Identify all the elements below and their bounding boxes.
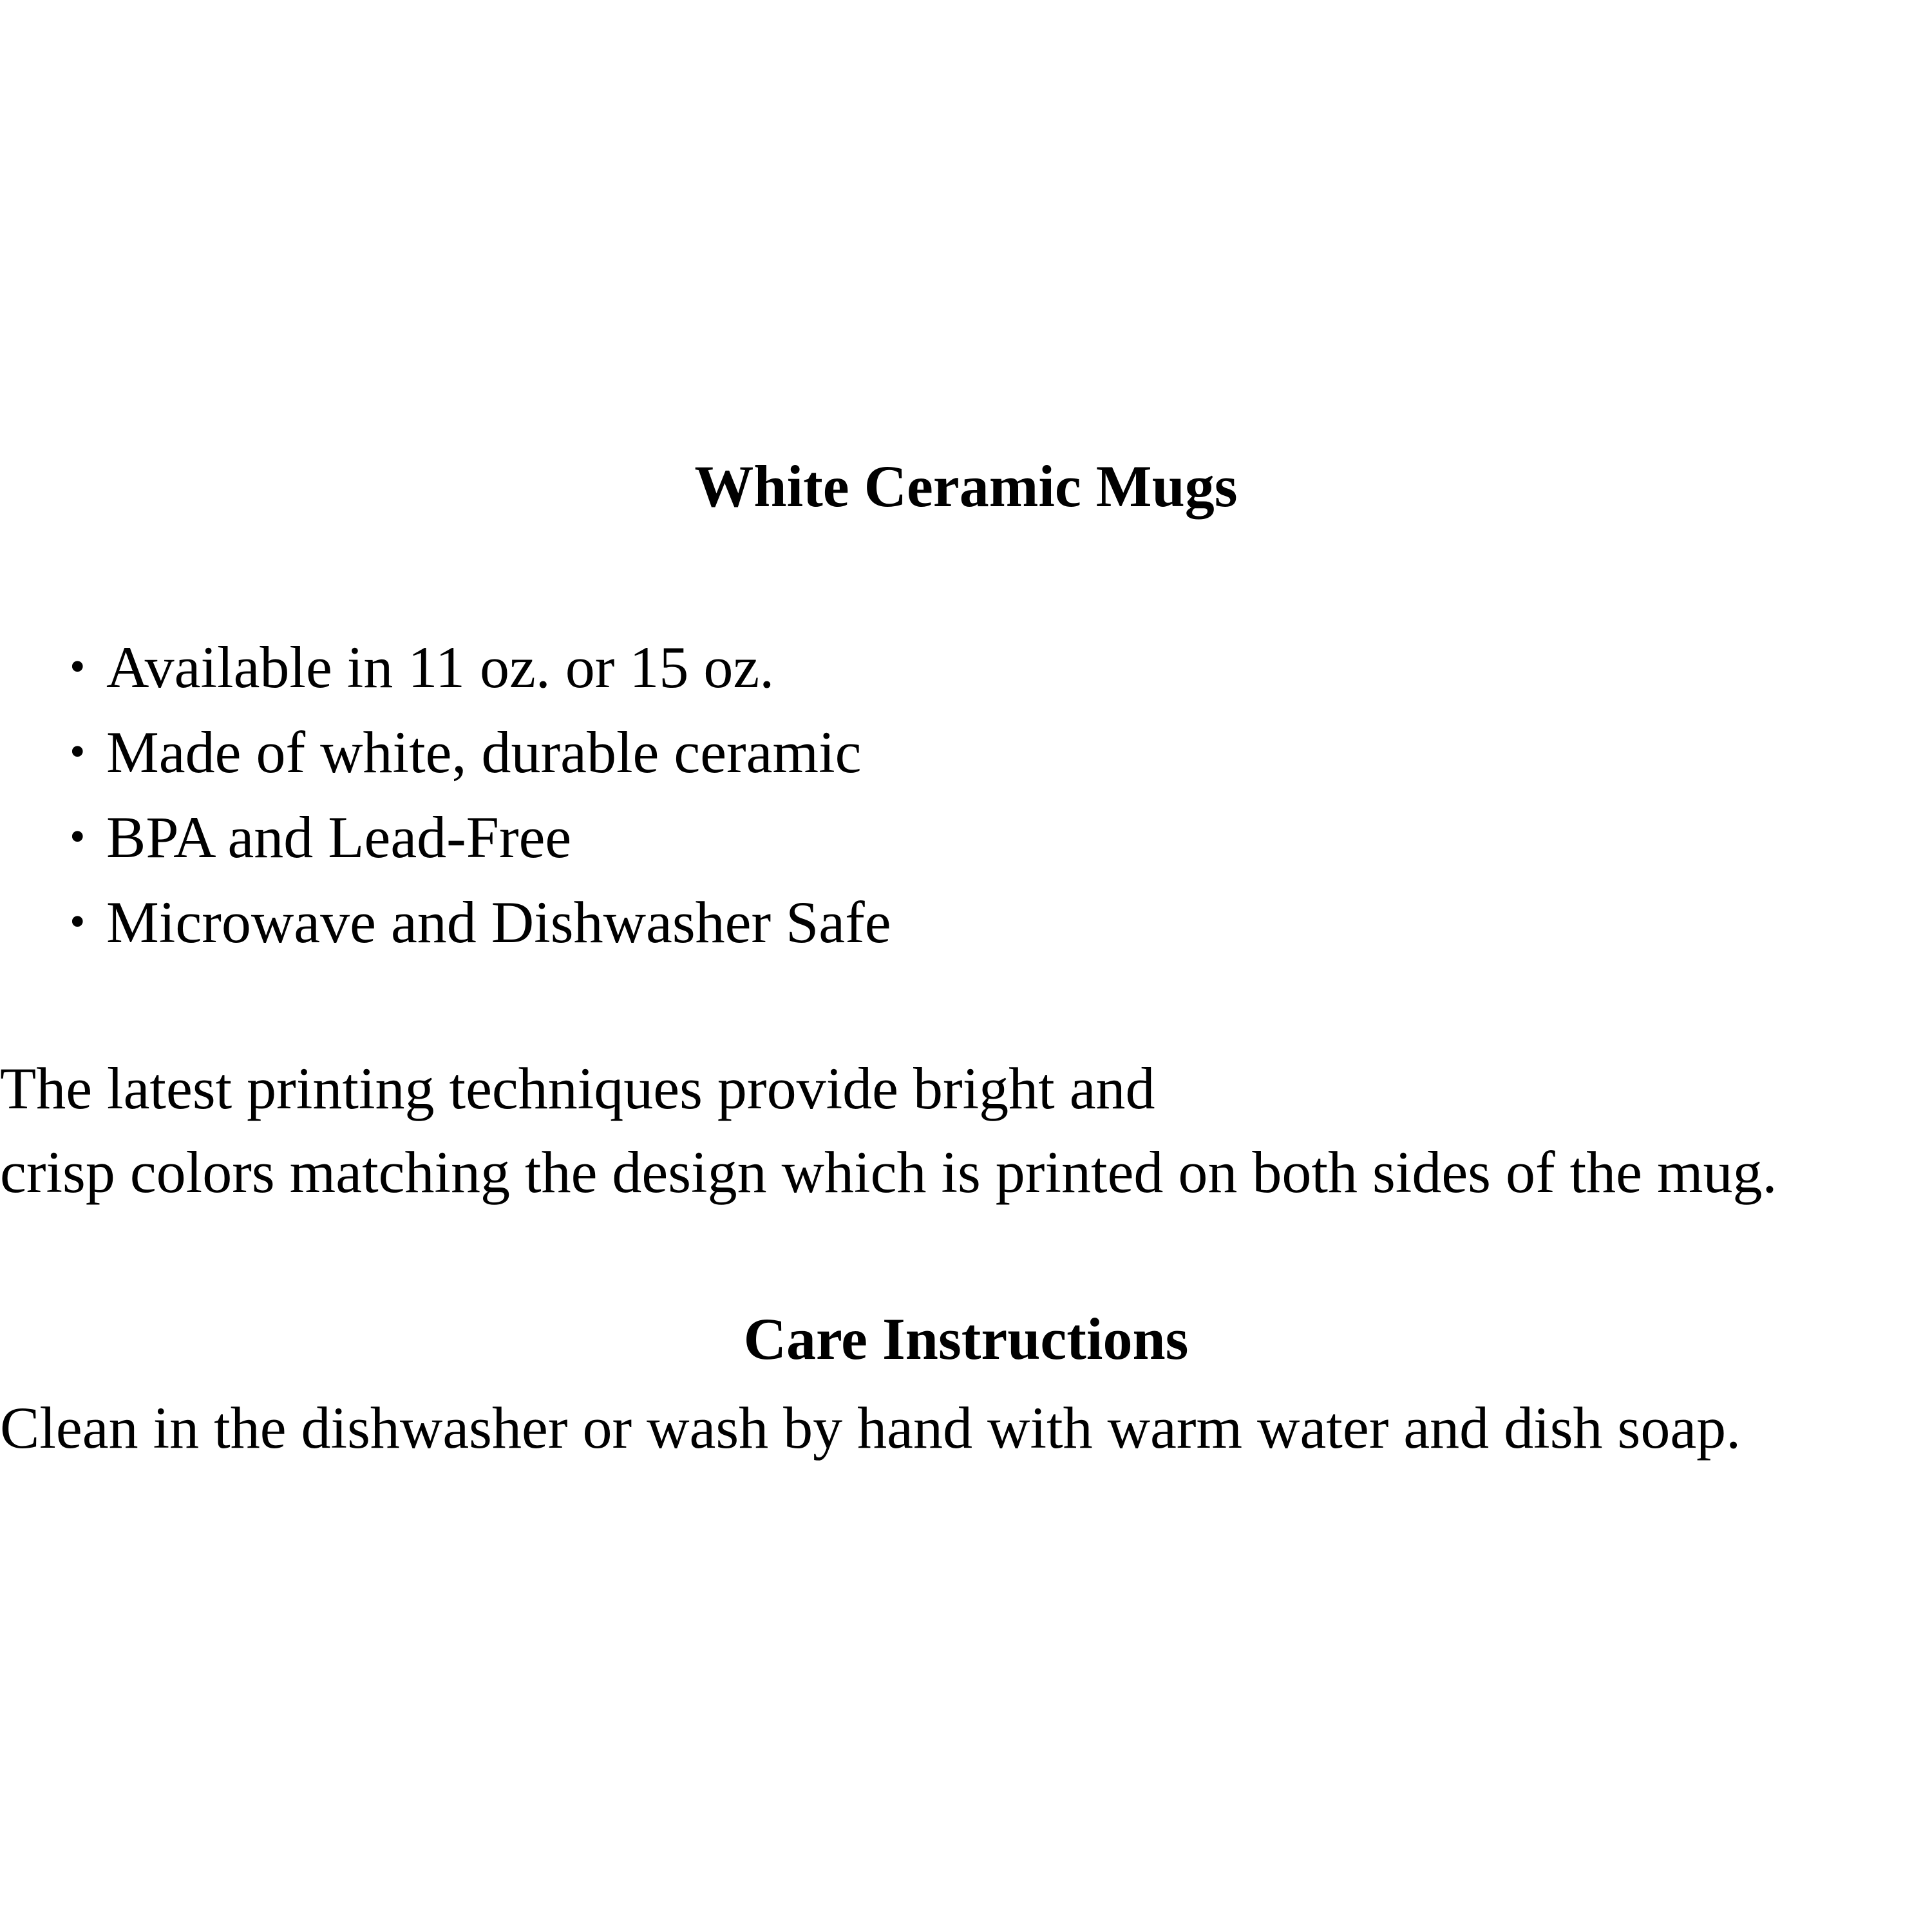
product-title: White Ceramic Mugs [694, 453, 1238, 519]
feature-text: Available in 11 oz. or 15 oz. [106, 634, 775, 700]
feature-item [64, 795, 891, 880]
description-line-1: The latest printing techniques provide bright and [0, 1056, 1155, 1121]
product-description [0, 1046, 1777, 1214]
feature-list [64, 625, 891, 965]
feature-text: Made of white, durable ceramic [106, 719, 862, 785]
bullet-icon: • [70, 812, 86, 862]
feature-text: Microwave and Dishwasher Safe [106, 889, 891, 955]
bullet-icon: • [70, 727, 86, 777]
description-line-2: crisp colors matching the design which is printed on both sides of the mug. [0, 1139, 1777, 1205]
bullet-icon: • [70, 897, 86, 947]
care-text: Clean in the dishwasher or wash by hand with warm water and dish soap. [0, 1395, 1741, 1461]
feature-item [64, 880, 891, 965]
care-heading: Care Instructions [743, 1306, 1189, 1372]
bullet-icon: • [70, 642, 86, 692]
feature-item [64, 625, 891, 710]
feature-text: BPA and Lead-Free [106, 804, 572, 870]
feature-item [64, 710, 891, 795]
